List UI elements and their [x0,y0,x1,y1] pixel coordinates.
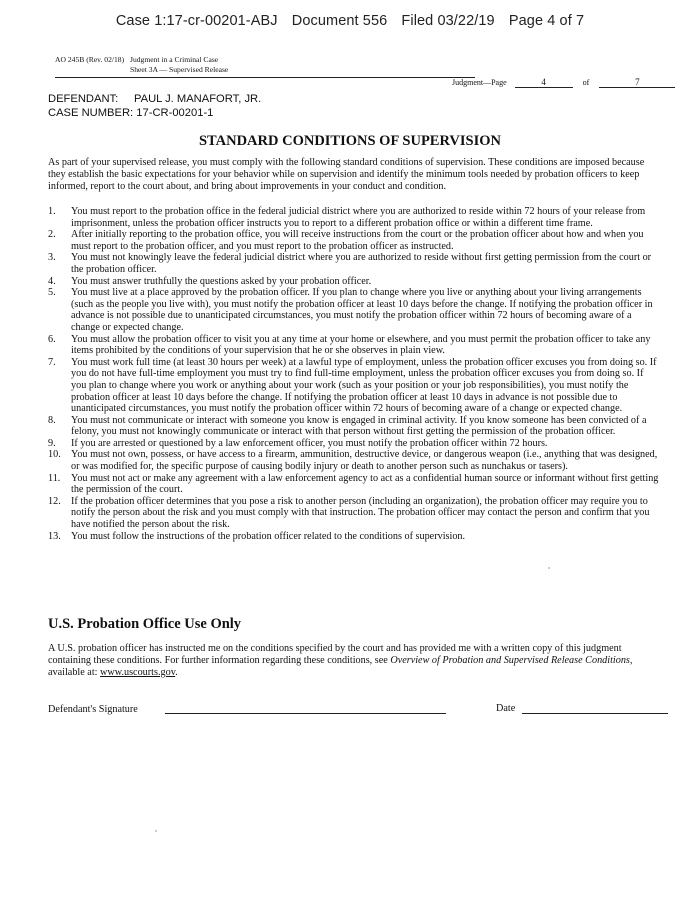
condition-text: After initially reporting to the probation office, you will receive instructions from the court or the probation officer about how and when you must report to the probation officer, and you must report to the probation officer as instructed. [71,229,644,252]
case-header [0,13,700,29]
condition-number: 12. [48,495,61,507]
condition-text: You must not own, possess, or have access to a firearm, ammunition, destructive device, or dangerous weapon (i.e., anything that was designed, or was modified for, the specific purpose of causing bodily injury or death to another person such as nunchakus or tasers). [71,449,658,473]
judgment-page [452,78,675,88]
condition-number: 6. [48,333,56,345]
condition-number: 1. [48,206,56,217]
condition-item [48,357,660,415]
condition-text: If you are arrested or questioned by a law enforcement officer, you must notify the probation officer within 72 hours. [71,437,548,449]
defendant-name: PAUL J. MANAFORT, JR. [134,93,262,105]
condition-number: 9. [48,437,56,449]
condition-item [48,229,660,252]
form-sheet: Sheet 3A — Supervised Release [130,65,229,74]
condition-number: 5. [48,287,56,299]
condition-number: 10. [48,449,61,461]
probation-office-paragraph [48,643,660,679]
condition-text: You must report to the probation office in the federal judicial district where you are authorized to reside within 72 hours of your release from imprisonment, unless the probation officer instructs you to report to a different probation office or within a different time frame. [71,206,646,229]
condition-item [48,206,660,229]
condition-item [48,415,660,438]
condition-number: 4. [48,275,56,287]
condition-text: You must answer truthfully the questions asked by your probation officer. [71,275,372,287]
intro-paragraph: As part of your supervised release, you must comply with the following standard conditions of supervision. These conditions are imposed because they establish the basic expectations for your behavior while on supervision and identify the minimum tools needed by probation officers to keep informed, report to the court about, and bring about improvements in your conduct and condition. [48,157,645,192]
defendant-label: DEFENDANT: [48,93,119,105]
judgment-page-total: 7 [599,78,675,88]
filed-date: Filed 03/22/19 [401,13,495,29]
form-identifier [55,55,228,75]
condition-number: 13. [48,530,61,542]
probation-text-italic: Overview of Probation and Supervised Release Conditions [390,655,630,666]
condition-text: You must not act or make any agreement with a law enforcement agency to act as a confidential human source or informant without first getting the permission of the court. [71,472,659,496]
conditions-list [48,206,660,542]
page-indicator: Page 4 of 7 [508,13,585,29]
condition-number: 3. [48,252,56,264]
probation-text-1: A U.S. probation officer has instructed me on the conditions specified by the court and has provided me with a written copy of this judgment containing these conditions. For further information regarding these conditions, see [48,643,622,666]
condition-text: You must not communicate or interact with someone you know is engaged in criminal activity. If you know someone has been convicted of a felony, you must not knowingly communicate or interact with that person without first getting the permission of the probation officer. [71,414,647,438]
condition-text: You must follow the instructions of the probation officer related to the conditions of supervision. [71,530,466,542]
case-number-header: Case 1:17-cr-00201-ABJ [115,13,278,29]
condition-text: You must allow the probation officer to visit you at any time at your home or elsewhere, and you must permit the probation officer to take any items prohibited by the conditions of your supervision that he or she observes in plain view. [71,333,651,357]
probation-text-end: . [175,667,178,678]
probation-text-2: , available at: [48,655,633,678]
condition-item [48,334,660,357]
condition-number: 8. [48,414,56,426]
defendant-block [48,92,261,120]
date-line [522,713,668,714]
page-title: STANDARD CONDITIONS OF SUPERVISION [198,133,502,149]
condition-text: If the probation officer determines that you pose a risk to another person (including an organization), the probation officer may require you to notify the person about the risk and you must comply with that instruction. The probation officer may contact the person and confirm that you have notified the person about the risk. [71,495,650,531]
scan-speck [548,567,550,569]
case-number-value: 17-CR-00201-1 [136,107,214,119]
form-divider [55,77,475,78]
condition-number: 2. [48,229,56,241]
condition-item [48,438,660,450]
defendant-signature-line [165,713,446,714]
condition-number: 7. [48,356,56,368]
case-number-label: CASE NUMBER: [48,107,134,119]
uscourts-link[interactable]: www.uscourts.gov [100,667,176,678]
condition-item [48,252,660,275]
judgment-page-number: 4 [515,78,573,88]
defendant-signature-label: Defendant's Signature [48,704,138,715]
form-id: AO 245B (Rev. 02/18) [55,55,125,64]
judgment-page-of: of [582,78,590,87]
condition-text: You must live at a place approved by the probation officer. If you plan to change where you live or anything about your living arrangements (such as the people you live with), you must notify the probation officer at least 10 days before the change. If notifying the probation officer in advance is not possible due to unanticipated circumstances, you must notify the probation officer within 72 hours of becoming aware of a change or expected change. [71,287,653,333]
condition-item [48,287,660,333]
document-number: Document 556 [291,13,388,29]
form-title: Judgment in a Criminal Case [130,55,219,64]
condition-text: You must work full time (at least 30 hours per week) at a lawful type of employment, unless the probation officer excuses you from doing so. If you do not have full-time employment you must try to find full-time employment, unless the probation officer excuses you from doing so. If you plan to change where you work or anything about your work (such as your position or your job responsibilities), you must notify the probation officer at least 10 days before the change. If notifying the probation officer at least 10 days in advance is not possible due to unanticipated circumstances, you must notify the probation officer within 72 hours of becoming aware of a change or expected change. [71,356,657,415]
condition-item [48,276,660,288]
scan-speck [155,830,157,832]
date-label: Date [496,703,516,714]
condition-item [48,473,660,496]
probation-office-heading: U.S. Probation Office Use Only [48,616,242,632]
condition-item [48,531,660,543]
condition-item [48,496,660,531]
condition-text: You must not knowingly leave the federal judicial district where you are authorized to reside without first getting permission from the court or the probation officer. [71,252,652,275]
condition-number: 11. [48,472,61,484]
judgment-page-label: Judgment—Page [452,78,507,87]
condition-item [48,449,660,472]
